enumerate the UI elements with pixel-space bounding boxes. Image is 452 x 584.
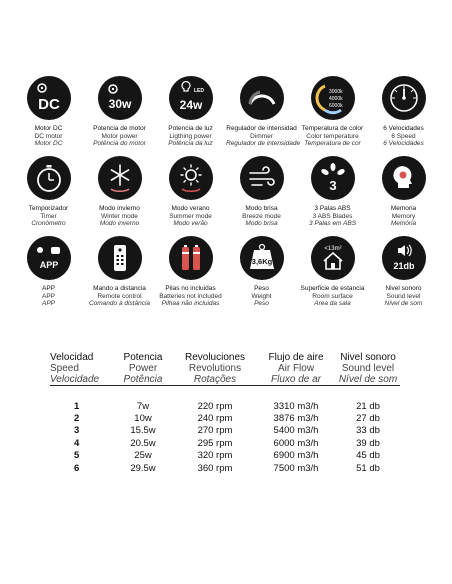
feature-label-en: Breeze mode [242,212,281,220]
memory-icon [382,156,426,200]
feature-label-es: Motor DC [34,125,63,132]
summer-mode-icon [169,156,213,200]
table-row [50,412,400,424]
feature-label-es: Mando a distancia [93,285,146,292]
batteries-icon [169,236,213,280]
feature-memory [368,156,439,228]
feature-label-es: Pilas no incluidas [165,285,216,292]
feature-label-es: Potencia de motor [93,125,146,132]
table-row [50,462,400,474]
feature-label-es: Potencia de luz [168,125,213,132]
speed-icon [382,76,426,120]
feature-label-pt: Motor DC [34,140,63,148]
table-cell: 25w [134,450,152,462]
feature-breeze-mode [226,156,297,228]
feature-label-es: Peso [254,285,269,292]
power-glyph: 30w [108,97,131,111]
feature-label-en: Timer [40,212,57,220]
light-glyph: 24w [179,98,202,112]
table-row [50,425,400,437]
table-cell: 33 db [356,425,380,437]
speed-number-cell: 5 [74,450,80,462]
feature-label-es: Modo brisa [245,205,278,212]
table-cell: 240 rpm [197,413,233,425]
table-cell: 7500 m3/h [273,462,319,474]
feature-label-es: 6 Velocidades [383,125,424,132]
col-header: Power [128,363,158,374]
table-cell: 7w [136,400,150,412]
table-cell: 6000 m3/h [273,437,319,449]
temp-4000: 4000k [328,96,343,102]
feature-label-en: Batteries not included [159,292,222,300]
feature-label-en: Motor power [101,132,138,140]
weight-glyph: 3,6Kg [251,257,272,266]
feature-label-pt: Modo inverno [99,220,140,228]
table-header-row-en [50,363,400,374]
feature-row [13,156,439,228]
feature-label-en: Weight [251,292,272,300]
feature-label-en: Dimmer [250,132,273,140]
feature-label-pt: 6 Velocidades [383,140,424,148]
feature-label-es: Superficie de estancia [300,285,365,292]
table-cell: 360 rpm [197,462,233,474]
remote-control-icon [98,236,142,280]
speed-number-cell: 3 [74,425,80,437]
temp-6000: 6000k [328,103,343,109]
table-header-row-pt [50,374,400,386]
feature-label-en: Winter mode [101,212,138,220]
table-cell: 15.5w [130,425,156,437]
feature-label-pt: Peso [254,300,269,308]
dc-glyph: DC [37,96,60,113]
motor-power-icon [98,76,142,120]
col-header: Sound level [341,363,395,374]
feature-label-en: 6 Speed [391,132,416,140]
three-blades-icon [311,156,355,200]
table-body [50,400,400,474]
table-cell: 51 db [356,462,380,474]
feature-label-es: Regulador de intensidad [226,125,297,132]
table-cell: 27 db [356,413,380,425]
feature-label-en: Ligthing power [169,132,212,140]
feature-label-pt: Modo brisa [245,220,278,228]
feature-label-es: APP [41,285,55,292]
feature-batteries [155,236,226,308]
table-cell: 320 rpm [197,450,233,462]
col-header: Nível de som [338,374,398,385]
table-cell: 3876 m3/h [273,413,319,425]
feature-motor-power [84,76,155,148]
speed-number-cell: 4 [74,437,80,449]
feature-label-en: APP [41,292,55,300]
col-header: Revolutions [188,363,242,374]
feature-label-pt: Pilhaa não incluidas [161,300,220,308]
color-temperature-icon [311,76,355,120]
feature-label-en: Remote control [97,292,142,300]
table-cell: 20.5w [130,437,156,449]
table-cell: 10w [134,413,152,425]
winter-mode-icon [98,156,142,200]
room-surface-icon [311,236,355,280]
weight-icon [240,236,284,280]
feature-label-en: Sound level [386,292,421,300]
app-glyph: APP [39,260,58,270]
feature-label-es: Temporizador [28,205,69,212]
dc-motor-icon [27,76,71,120]
light-power-icon [169,76,213,120]
feature-sound-level [368,236,439,308]
feature-timer [13,156,84,228]
table-cell: 29.5w [130,462,156,474]
speed-number-cell: 2 [74,413,80,425]
feature-label-es: 3 Palas ABS [314,205,351,212]
feature-label-pt: Comando à distância [88,300,151,308]
table-cell: 5400 m3/h [273,425,319,437]
feature-label-en: Memory [391,212,416,220]
col-header: Revoluciones [184,352,246,363]
table-cell: 45 db [356,450,380,462]
feature-label-pt: Nível de som [384,300,423,308]
breeze-mode-icon [240,156,284,200]
feature-winter-mode [84,156,155,228]
feature-row [13,236,439,308]
sound-level-icon [382,236,426,280]
app-icon [27,236,71,280]
feature-label-en: Summer mode [169,212,212,220]
feature-label-pt: Regulador de intensidade [226,140,301,148]
table-row [50,450,400,462]
feature-label-en: 3 ABS Blades [312,212,353,220]
speed-spec-table [50,352,400,474]
feature-weight [226,236,297,308]
feature-label-en: DC motor [34,132,63,140]
feature-label-en: Room surface [312,292,353,300]
room-glyph: <13m² [323,246,342,252]
speed-number-cell: 6 [74,462,80,474]
feature-light-power [155,76,226,148]
table-cell: 21 db [356,400,380,412]
table-cell: 295 rpm [197,437,233,449]
feature-label-es: Modo invierno [99,205,140,212]
timer-icon [27,156,71,200]
feature-dimmer [226,76,301,148]
table-cell: 270 rpm [197,425,233,437]
feature-label-pt: Memória [390,220,417,228]
feature-label-pt: APP [41,300,55,308]
sound-glyph: 21db [392,261,415,271]
col-header: Flujo de aire [268,352,324,363]
table-header-row-es [50,352,400,363]
feature-label-pt: Cronômetro [31,220,66,228]
feature-summer-mode [155,156,226,228]
feature-label-pt: Potência do motor [93,140,146,148]
feature-room-surface [297,236,368,308]
col-header: Velocidade [50,374,100,385]
table-cell: 3310 m3/h [273,400,319,412]
speed-number-cell: 1 [74,400,80,412]
feature-label-pt: 3 Palas em ABS [308,220,357,228]
feature-app [13,236,84,308]
feature-label-es: Memoria [390,205,417,212]
dimmer-icon [240,76,284,120]
feature-label-pt: Area da sala [314,300,351,308]
table-cell: 39 db [356,437,380,449]
blades-glyph: 3 [328,178,337,193]
feature-color-temperature [297,76,368,148]
feature-row [13,76,439,148]
feature-remote-control [84,236,155,308]
table-cell: 6900 m3/h [273,450,319,462]
col-header: Fluxo de ar [270,374,322,385]
table-cell: 220 rpm [197,400,233,412]
col-header: Nivel sonoro [340,352,396,363]
col-header: Rotações [193,374,237,385]
feature-label-en: Color temperature [306,132,359,140]
col-header: Speed [50,363,79,374]
feature-speed [368,76,439,148]
feature-label-pt: Modo verão [173,220,208,228]
feature-dc-motor [13,76,84,148]
col-header: Velocidad [50,352,94,363]
table-row [50,400,400,412]
feature-label-es: Temperatura de color [301,125,364,132]
col-header: Air Flow [277,363,315,374]
led-glyph: LED [193,88,204,94]
col-header: Potência [123,374,163,385]
temp-3000: 3000k [328,89,343,95]
feature-label-es: Modo verano [171,205,210,212]
feature-label-pt: Potência da luz [168,140,213,148]
feature-label-es: Nivel sonoro [385,285,422,292]
table-row [50,437,400,449]
feature-three-blades [297,156,368,228]
col-header: Potencia [123,352,163,363]
feature-label-pt: Temperatura de cor [304,140,361,148]
